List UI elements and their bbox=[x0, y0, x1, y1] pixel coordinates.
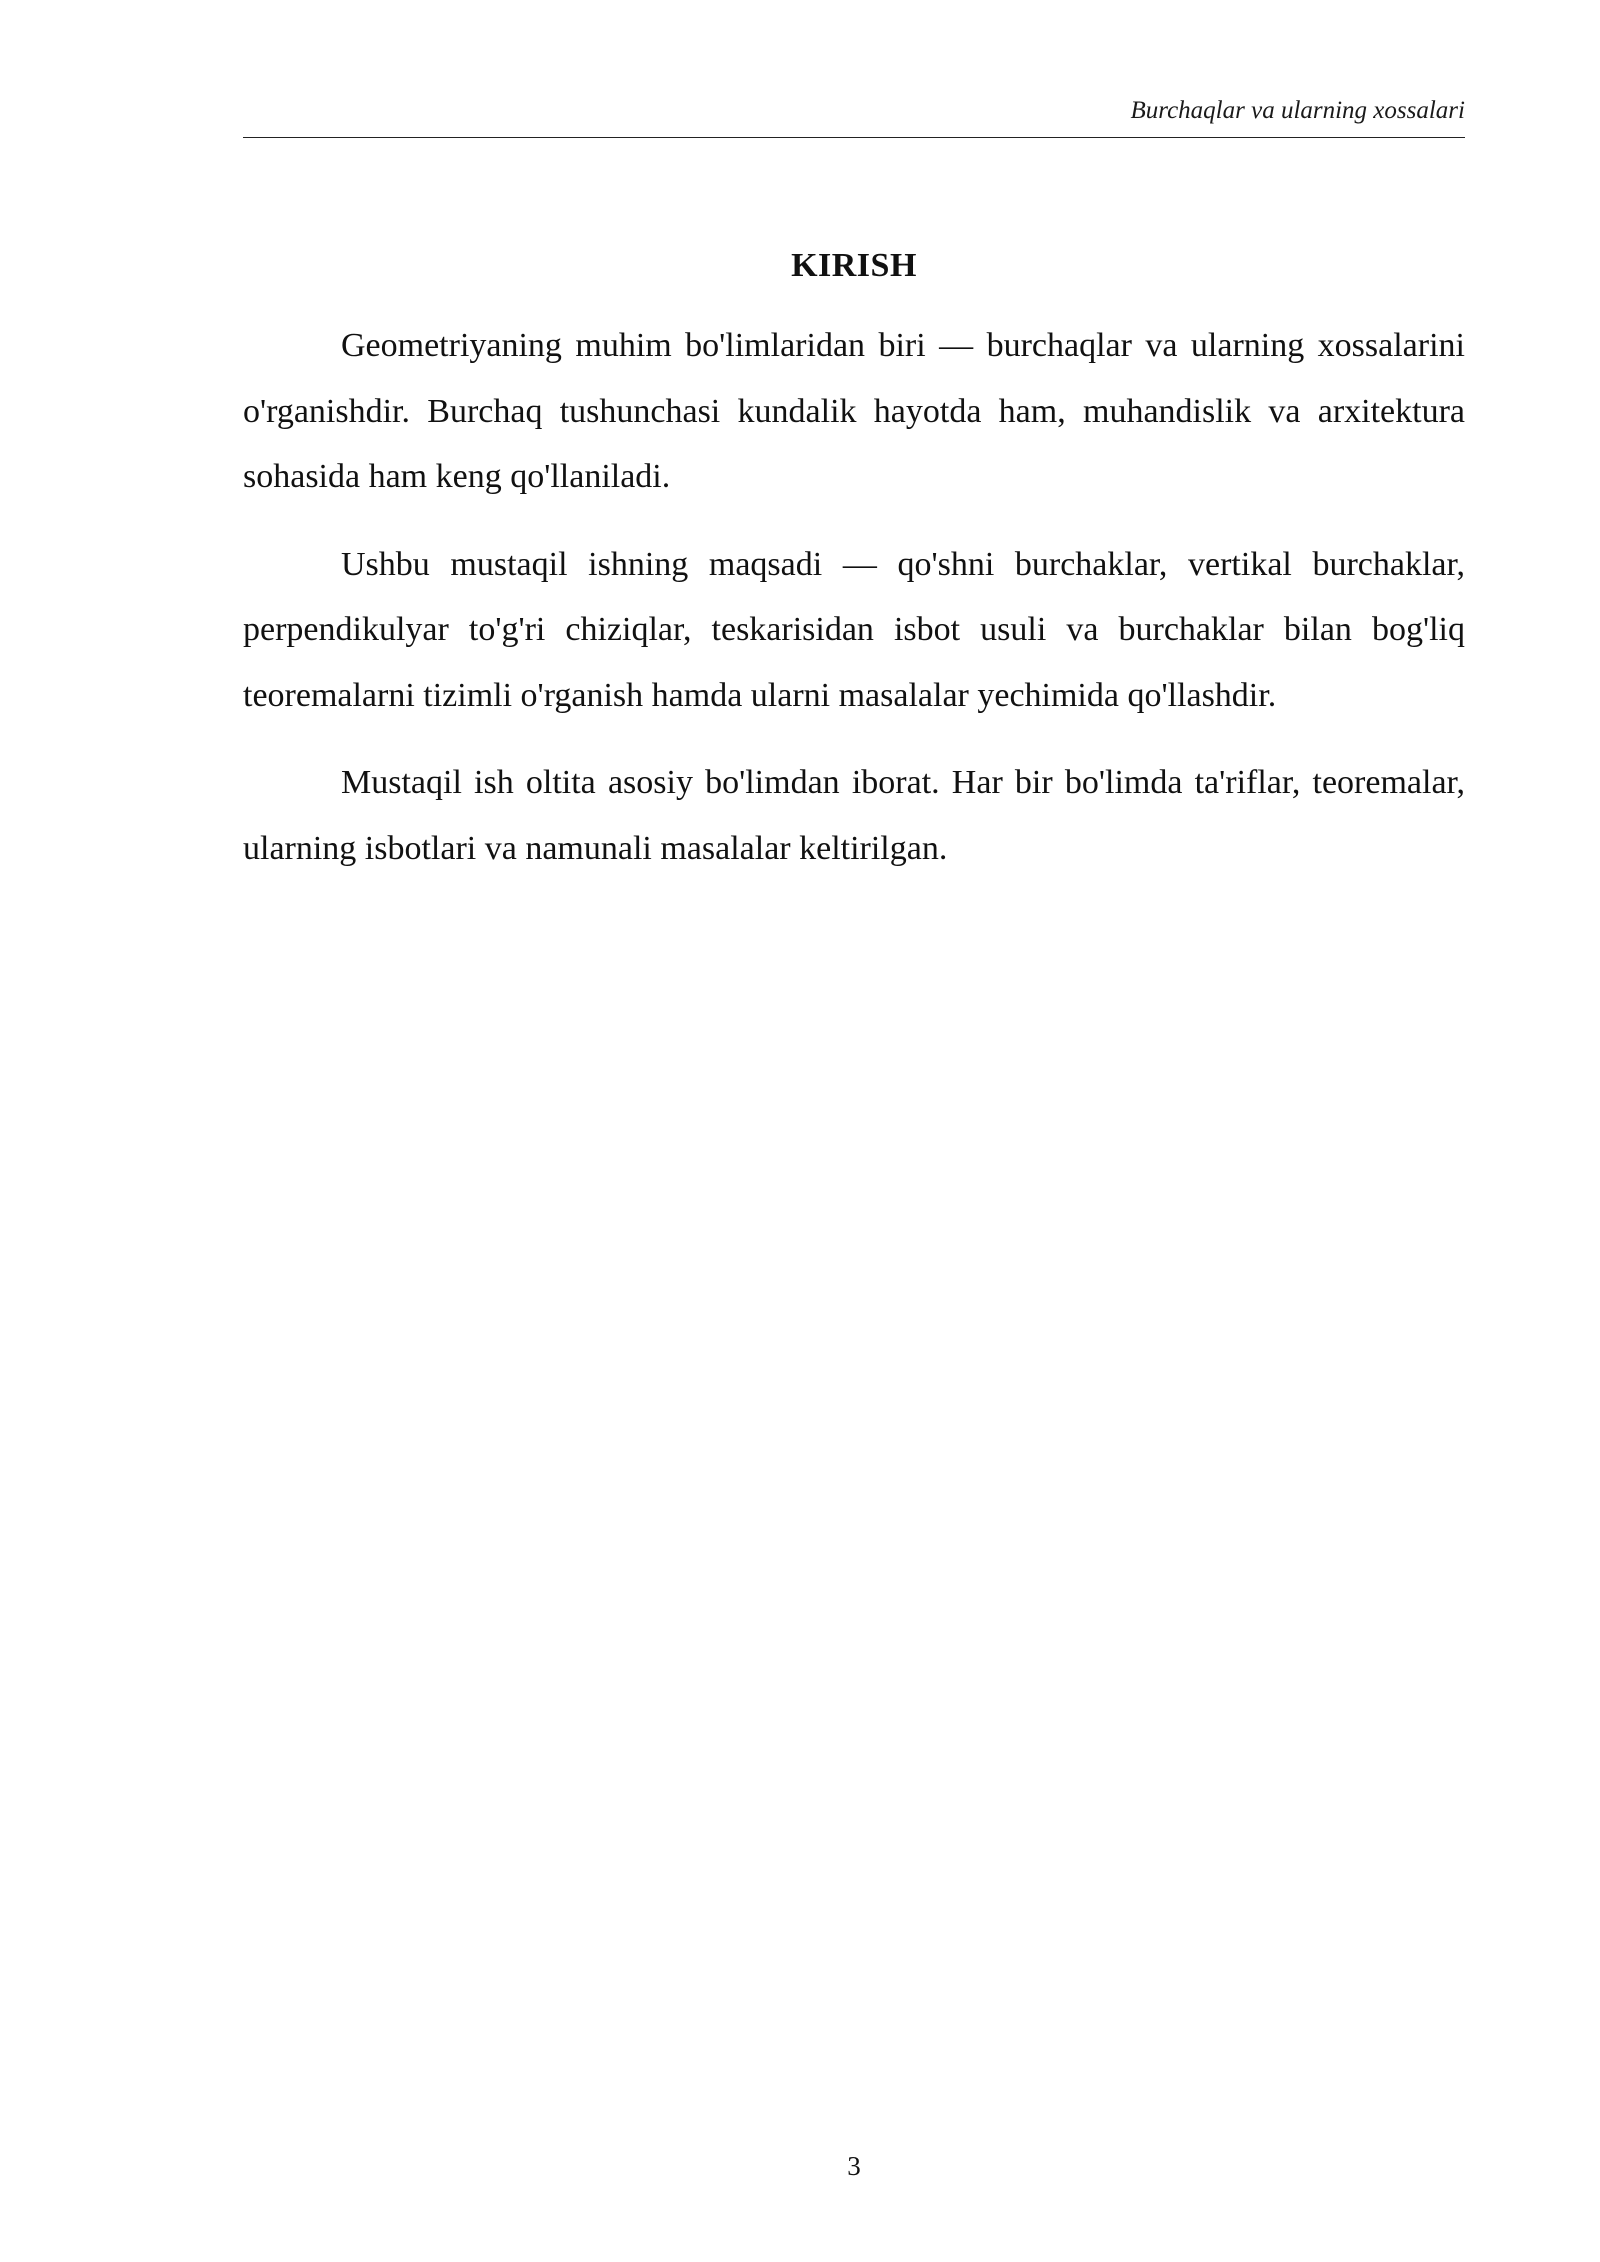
section-title: KIRISH bbox=[791, 247, 917, 284]
paragraph: Mustaqil ish oltita asosiy bo'limdan iborat. Har bir bo'limda ta'riflar, teoremalar, ularning isbotlari va namunali masalalar keltirilgan. bbox=[243, 764, 1465, 867]
paragraph: Geometriyaning muhim bo'limlaridan biri — burchaqlar va ularning xossalarini o'rganishdir. Burchaq tushunchasi kundalik hayotda ham, muhandislik va arxitektura sohasida ham keng qo'llaniladi. bbox=[243, 327, 1465, 495]
running-header: Burchaqlar va ularning xossalari bbox=[1130, 97, 1465, 124]
paragraph: Ushbu mustaqil ishning maqsadi — qo'shni burchaklar, vertikal burchaklar, perpendikulyar to'g'ri chiziqlar, teskarisidan isbot usuli va burchaklar bilan bog'liq teoremalarni tizimli o'rganish hamda ularni masalalar yechimida qo'llashdir. bbox=[243, 545, 1465, 714]
page-number: 3 bbox=[847, 2151, 861, 2181]
section-body bbox=[243, 313, 1465, 903]
header-divider bbox=[243, 137, 1465, 138]
